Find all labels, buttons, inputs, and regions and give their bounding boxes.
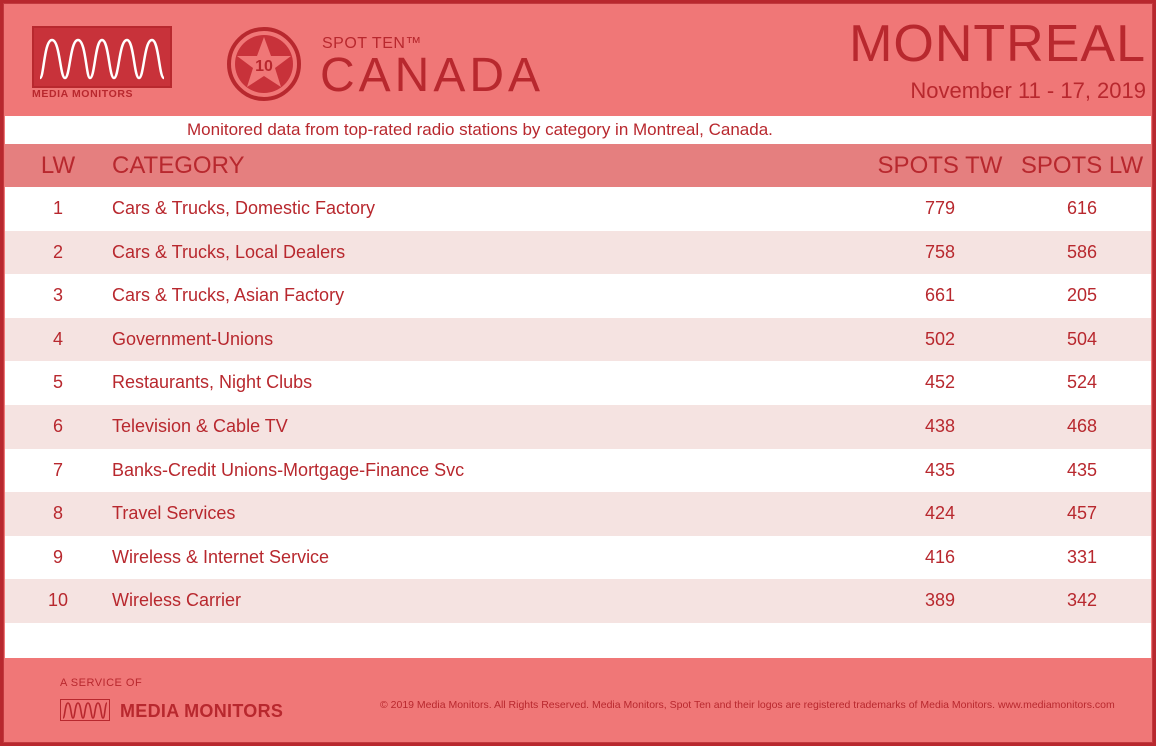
table-header: [5, 144, 1151, 187]
copyright-text: © 2019 Media Monitors. All Rights Reserved. Media Monitors, Spot Ten and their logos are registered trademarks of Media Monitors. www.mediamonitors.com: [380, 699, 1115, 711]
spots-tw-cell: 389: [924, 590, 956, 611]
spots-lw-cell: 342: [1066, 590, 1098, 611]
footer-brand: MEDIA MONITORS: [120, 701, 284, 721]
category-cell: Cars & Trucks, Domestic Factory: [112, 198, 376, 218]
spot-ten-badge-icon: [226, 26, 302, 102]
brand-label: MEDIA MONITORS: [32, 88, 134, 100]
subtitle-bar: [5, 116, 1151, 144]
rank-cell: 1: [52, 198, 63, 218]
table-row: [5, 231, 1151, 275]
spots-lw-cell: 468: [1066, 415, 1098, 436]
rank-cell: 6: [52, 415, 63, 436]
service-of-label: A SERVICE OF: [60, 677, 143, 689]
report-card: [3, 3, 1153, 743]
rank-cell: 4: [52, 328, 63, 349]
table-spacer: [5, 623, 1151, 658]
spots-lw-cell: 457: [1066, 503, 1098, 524]
rankings-table: [5, 144, 1151, 658]
rank-cell: 8: [52, 503, 63, 524]
city-title: MONTREAL: [849, 15, 1146, 73]
spots-tw-cell: 416: [924, 546, 956, 567]
country-title: CANADA: [320, 49, 545, 102]
spots-lw-cell: 616: [1066, 198, 1098, 218]
spots-tw-cell: 661: [924, 285, 956, 306]
rank-cell: 9: [52, 546, 63, 567]
spots-tw-cell: 758: [924, 241, 956, 262]
table-row: [5, 405, 1151, 449]
category-cell: Travel Services: [112, 503, 236, 524]
subtitle: Monitored data from top-rated radio stations by category in Montreal, Canada.: [187, 120, 773, 139]
spots-tw-cell: 452: [924, 372, 956, 393]
rank-cell: 7: [52, 459, 63, 480]
table-row: [5, 449, 1151, 493]
rank-cell: 2: [52, 241, 63, 262]
table-row: [5, 187, 1151, 231]
category-cell: Restaurants, Night Clubs: [112, 372, 313, 393]
rank-cell: 10: [47, 590, 69, 611]
spots-lw-cell: 504: [1066, 328, 1098, 349]
header-spots-lw: SPOTS LW: [1020, 152, 1144, 179]
footer-logo-icon: [60, 699, 110, 721]
spots-tw-cell: 424: [924, 503, 956, 524]
spots-tw-cell: 779: [924, 198, 956, 218]
rank-cell: 3: [52, 285, 63, 306]
badge-number: 10: [255, 58, 273, 75]
category-cell: Wireless & Internet Service: [112, 546, 330, 567]
header-category: CATEGORY: [112, 152, 245, 179]
spot-ten-label: SPOT TEN™: [322, 35, 422, 52]
spots-lw-cell: 331: [1066, 546, 1098, 567]
spots-lw-cell: 586: [1066, 241, 1098, 262]
date-range: November 11 - 17, 2019: [910, 78, 1146, 103]
header-lw: LW: [40, 152, 76, 179]
media-monitors-logo-icon: [32, 26, 172, 88]
spots-lw-cell: 435: [1066, 459, 1098, 480]
table-row: [5, 274, 1151, 318]
spots-lw-cell: 205: [1066, 285, 1098, 306]
table-row: [5, 318, 1151, 362]
table-row: [5, 492, 1151, 536]
category-cell: Television & Cable TV: [112, 415, 288, 436]
spots-lw-cell: 524: [1066, 372, 1098, 393]
table-row: [5, 536, 1151, 580]
spots-tw-cell: 438: [924, 415, 956, 436]
category-cell: Government-Unions: [112, 328, 274, 349]
category-cell: Cars & Trucks, Asian Factory: [112, 285, 345, 306]
spots-tw-cell: 435: [924, 459, 956, 480]
category-cell: Cars & Trucks, Local Dealers: [112, 241, 346, 262]
rank-cell: 5: [52, 372, 63, 393]
header-spots-tw: SPOTS TW: [877, 152, 1003, 179]
table-row: [5, 579, 1151, 623]
table-row: [5, 361, 1151, 405]
category-cell: Wireless Carrier: [112, 590, 242, 611]
category-cell: Banks-Credit Unions-Mortgage-Finance Svc: [112, 459, 465, 480]
spots-tw-cell: 502: [924, 328, 956, 349]
